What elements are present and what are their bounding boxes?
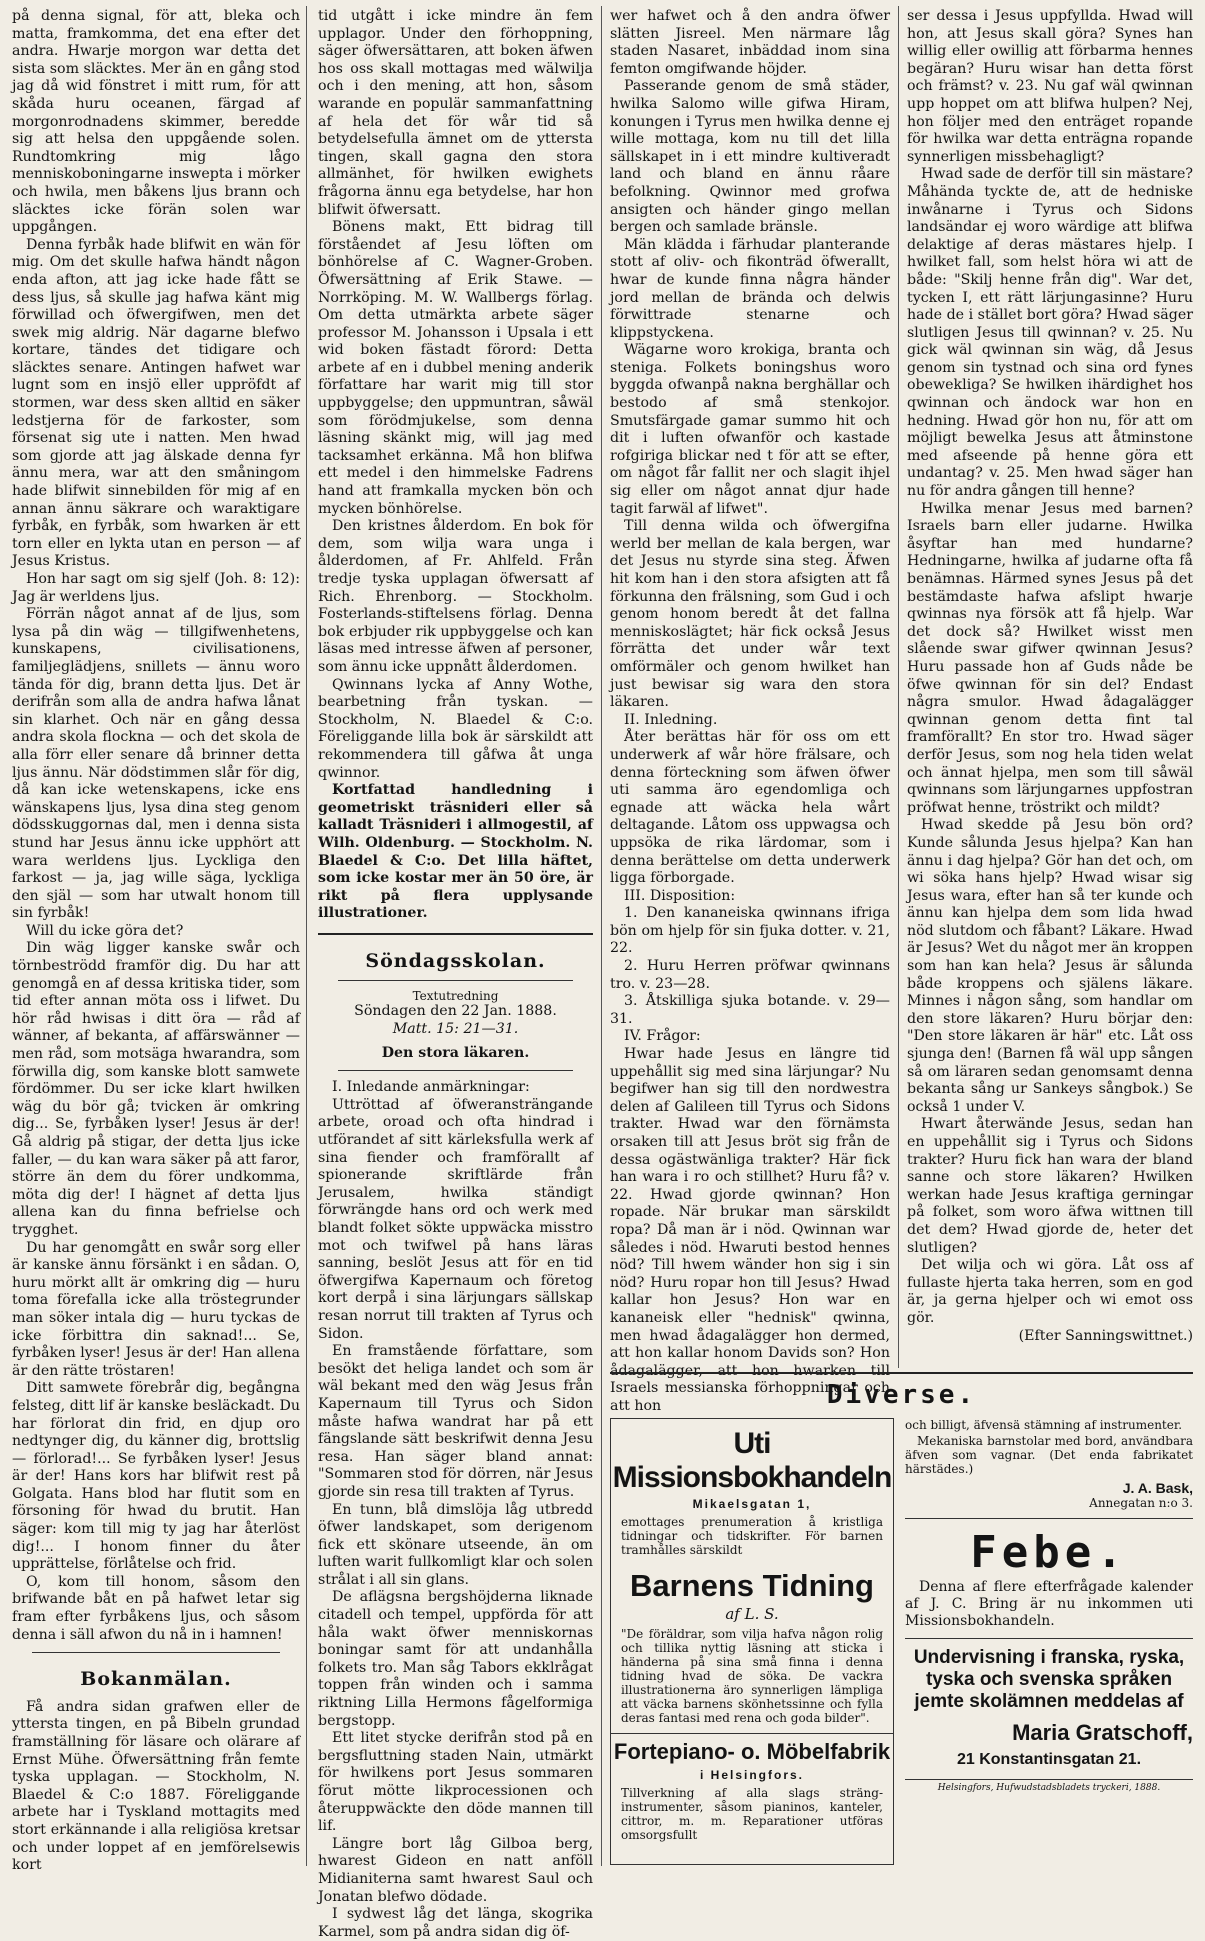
paragraph: Till denna wilda och öfwergifna werld ber mellan de kala bergen, war det Jesus nu styrde sina steg. Äfwen hit kom han i den stora afsigten att få förkunna den frälsning, som Gud i och genom honom beredt åt det fallna menniskoslägtet; här fick också Jesus förrätta det under wår text omförmäler och genom hwilket han just bewisar sig wara den stora läkaren. — [610, 518, 890, 711]
ad-seller-address: Annegatan n:o 3. — [1089, 1496, 1193, 1510]
section-label: III. Disposition: — [624, 887, 736, 904]
paragraph: tid utgått i icke mindre än fem upplagor. Under den förhoppning, säger öfwersättaren, att boken äfwen hos oss skall mottagas med wälwilja och i den mening, att hon, såsom warande en populär sammanfattning af hela det för wår tid så betydelsefulla ämnet om de yttersta tingen, skall gagna den stora allmänhet, för hwilken ewighets frågorna ännu ega betydelse, har hon blifwit öfwersatt. — [318, 8, 593, 218]
paragraph: wer hafwet och å den andra öfwer slätten Jisreel. Men närmare låg staden Nasaret, inbäddad inom sina femton omgifwande höjder. — [610, 8, 890, 77]
divider — [905, 1518, 1193, 1519]
divider — [905, 1638, 1193, 1639]
paragraph: Hwilka menar Jesus med barnen? Israels barn eller judarne. Hwilka åsyftar han med hundarne? Hedningarne, hwilka af judarne ofta få benämnas. Härmed synes Jesus på det bestämdaste hafwa afslipt hwarje qwinnas nya försök att få hjelp. War det dock så? Hwilket wisst men slående swar gifwer qwinnan Jesus? Huru passade hon af Guds nåde be öfwe qwinnan för sin del? Endast några smulor. Hwad ådagalägger qwinnan genom detta fint tal framförallt? En stor tro. Hwad säger derför Jesus, som nog hela tiden welat och ännat hjelpa, men som till såwäl qwinnans som lärjungarnes uppfostran pröfwat henne, tröstrikt och mildt? — [907, 500, 1193, 816]
paragraph: Kortfattad handledning i geometriskt träsnideri eller så kalladt Träsnideri i allmogestil, af Wilh. Oldenburg. — Stockholm. N. Blaedel & C:o. Det lilla häftet, som icke kostar mer än 50 öre, är rikt på flera upplysande illustrationer. — [318, 782, 593, 922]
paragraph: I sydwest låg det länga, skogrika Karmel, som på andra sidan dig öf- — [318, 1906, 593, 1940]
ad-seller: J. A. Bask, — [1122, 1480, 1193, 1496]
section-heading: Bokanmälan. — [80, 1668, 232, 1691]
ad-text: och billigt, äfvensä stämning af instrumenter. — [905, 1418, 1183, 1432]
ad-column-right — [905, 1418, 1193, 1863]
ad-text: emottages prenumeration å kristliga tidningar och tidskrifter. För barnen tramhålles särskildt — [621, 1515, 883, 1557]
paragraph: Will du icke göra det? — [26, 922, 184, 939]
ad-text: Tillverkning af alla slags sträng-instrumenter, såsom pianinos, kanteler, cittror, m. m. Reparationer utföras omsorgsfullt — [621, 1786, 883, 1842]
paragraph: De aflägsna bergshöjderna liknade citadell och tempel, uppförda för att håla wakt öfwer menniskornas boningar samt för att undanhålla folkets tro. Man såg Tabors ekklrågat toppen från winden och i samma riktning Lilla Hermons fågelformiga bergstopp. — [318, 1589, 593, 1729]
column-4 — [907, 8, 1193, 1363]
paragraph: Hwad skedde på Jesu bön ord? Kunde sålunda Jesus hjelpa? Kan han ännu i dag hjelpa? Gör han det och, om wi söka hans hjelp? Hwad wisar sig Jesus wara, efter han så ter kunde och ännu kan hjelpa dem som lida hwad nöd slutdom och fåbant? Läkare. Hwad är Jesus? Wet du något mer än kroppen som han kan hela? Jesus är sålunda både kroppens och själens läkare. Minnes i någon sång, som handlar om den store läkaren? Huru börjar den: "Den store läkaren är här" etc. Låt oss sjunga den! (Barnen få wäl upp sången så om läraren sedan genomsamt denna bekanta sång ur Sankeys sångbok.) Se också 1 under V. — [907, 817, 1193, 1115]
ad-text: Denna af flere efterfrågade kalender af J. C. Bring är nu inkommen uti Missionsbokhandeln. — [905, 1579, 1193, 1629]
section-heading: Söndagsskolan. — [365, 949, 546, 972]
paragraph: Det wilja och wi göra. Låt oss af fullaste hjerta taka herren, som en god är, ja gerna hjelper och wi emot oss gör. — [907, 1257, 1193, 1326]
ad-febe-title: Febe. — [970, 1527, 1128, 1578]
paragraph: Denna fyrbåk hade blifwit en wän för mig. Om det skulle hafwa händt någon enda afton, att jag icke hade fått se dess ljus, så skulle jag hafwa känt mig förwillad och öfwergifwen, men det swek mig aldrig. När dagarne blefwo kortare, tändes det tidigare och släcktes senare. Antingen hafwet war lugnt som en insjö eller uppröfdt af stormen, war dess sken alltid en säker ledstjerna för de farkoster, som försenat sig ute i natten. Men hwad som gjorde att jag älskade denna fyr ännu mera, war att den småningom hade blifwit sinnebilden för mig af en annan ännu säkrare och waraktigare fyrbåk, en fyrbåk, som hwarken är ett torn eller en lykta utan en person — af Jesus Kristus. — [12, 236, 300, 570]
list-item: 2. Huru Herren pröfwar qwinnans tro. v. 23—28. — [610, 958, 890, 992]
topic-title: Den stora läkaren. — [381, 1044, 530, 1061]
paragraph: Ditt samwete förebrår dig, begångna felsteg, ditt lif är kanske besläckadt. Du har förlorat din frid, en djup oro nedtynger dig, du känner dig, brottslig — förlorad!... Se fyrbåken lyser! Jesus är der! Hans kors har blifwit rest på Golgata. Hans blod har flutit som en försoning för hwad du brutit. Han säger: kom till mig ty jag har återlöst dig!... I honom finner du åter upprättelse, förlåtelse och frid. — [12, 1380, 300, 1573]
column-rule — [601, 6, 602, 1866]
paragraph: ser dessa i Jesus uppfyllda. Hwad will hon, att Jesus skall göra? Synes han willig eller owillig att förbarma hennes begäran? Huru wisar han detta först och främst? v. 23. Nu gaf wäl qwinnan upp hoppet om att blifwa hulpen? Nej, hon följer med den enträget ropande för hwilka war detta enträgna ropande synnerligen missbehagligt? — [907, 8, 1193, 165]
paragraph: Få andra sidan grafwen eller de yttersta tingen, en på Bibeln grundad framställning för läsare och olärare af Ernst Mühe. Öfwersättning från femte tyska upplagan. — Stockholm, N. Blaedel & C:o 1887. Föreliggande arbete har i Tyskland mottagits med stort erkännande i alla religiösa kretsar och under loppet af en jemförelsewis kort — [12, 1698, 300, 1874]
paragraph: Ett litet stycke derifrån stod på en bergsfluttning staden Nain, utmärkt för hwilkens port Jesus sommaren förut mötte likprocessionen och återuppwäckte den döde mannen till lif. — [318, 1730, 593, 1835]
paragraph: Den kristnes ålderdom. En bok för dem, som wilja wara unga i ålderdomen, af Fr. Ahlfeld. Från tredje tyska upplagan öfwersatt af Rich. Ehrenborg. — Stockholm. Fosterlands-stiftelsens förlag. Denna bok erbjuder rik uppbyggelse och kan läsas med intresse äfwen af personer, som ännu icke uppnått ålderdomen. — [318, 518, 593, 675]
date-line: Söndagen den 22 Jan. 1888. — [354, 1003, 557, 1020]
paragraph: Wägarne woro krokiga, branta och steniga. Folkets boningshus woro byggda ofwanpå nakna berghällar och bestodo af små stenkojor. Smutsfärgade gamar summo hit och dit i luften ofwanför och kastade rofgiriga blickar ned t för att se efter, om något får fallit ner och slagit ihjel sig eller om något annat djur hade tagit farwäl af lifwet". — [610, 342, 890, 517]
ad-teacher: Maria Gratschoff, — [1012, 1720, 1193, 1745]
subheading: Textutredning — [412, 989, 499, 1004]
paragraph: Åter berättas här för oss om ett underwerk af wår höre frälsare, och denna förteckning som äfwen öfwer uti samma äro egendomliga och egnade att wäcka hela wårt deltagande. Låtom oss uppwagsa och uppsöka de rika lärdomar, som i denna berättelse om detta underwerk ligga förborgade. — [610, 729, 890, 887]
divider — [338, 980, 573, 981]
ad-city: i Helsingfors. — [699, 1768, 804, 1782]
ad-title: Uti Missionsbokhandeln — [612, 1427, 892, 1494]
ad-missionsbokhandeln — [610, 1418, 894, 1865]
paragraph: Qwinnans lycka af Anny Wothe, bearbetning från tyskan. — Stockholm, N. Blaedel & C:o. Föreliggande lilla bok är särskildt att rekommendera till gåfwa åt unga qwinnor. — [318, 676, 593, 781]
paragraph: Uttröttad af öfweransträngande arbete, oroad och ofta hindrad i utförandet af sitt kärleksfulla werk af sina fiender och framförallt af spionerande skriftlärde från Jerusalem, hwilka ständigt förwrängde hans ord och werk med blandt folket sökte uppwäcka misstro mot och twifwel på hans läras sanning, beslöt Jesus att för en tid öfwergifwa Kapernaum och företog kort derpå i sina lärjungars sällskap resan norrut till trakten af Tyrus och Sidon. — [318, 1096, 593, 1342]
paragraph: Du har genomgått en swår sorg eller är kanske ännu försänkt i en sådan. O, huru mörkt allt är omkring dig — huru toma förefalla icke alla tröstegrunder man söker intala dig — huru tyckas de icke förbittra din saknad!... Se, fyrbåken lyser! Jesus är der! Han allena är den rätte tröstaren! — [12, 1239, 300, 1379]
column-3 — [610, 8, 890, 1414]
list-item: 1. Den kananeiska qwinnans ifriga bön om hjelp för sin fjuka dotter. v. 21, 22. — [610, 905, 890, 957]
divider — [318, 933, 593, 935]
paragraph: Hwar hade Jesus en längre tid uppehållit sig med sina lärjungar? Nu begifwer han sig till den nordwestra delen af Galileen till Tyrus och Sidons trakter. Hwad war den förnämsta orsaken till att Jesus bröt sig från de dessa ogästwänliga trakter? Här fick han wara i ro och stillhet? Huru få? v. 22. Hwad gjorde qwinnan? Hon ropade. När brukar man särskildt ropa? Då man är i nöd. Qwinnan war således i nöd. Hwaruti bestod hennes nöd? Till hwem wänder hon sig i sin nöd? Huru ropar hon till Jesus? Hwad kallar hon Jesus? Hon war en kananeisk eller "hednisk" qwinna, men hwad ådagalägger hon dermed, att hon kallar honom Davids son? Hon ådagalägger, att hon hwarken till Israels messianska förhoppningar och att hon — [610, 1046, 890, 1414]
divider — [905, 1779, 1193, 1780]
section-label: II. Inledning. — [624, 711, 718, 728]
divider — [611, 1733, 893, 1734]
ad-teaching: Undervisning i franska, ryska, tyska och svenska språken jemte skolämnen meddelas af — [913, 1647, 1185, 1712]
imprint: Helsingfors, Hufwudstadsbladets tryckeri, 1888. — [937, 1783, 1161, 1793]
ad-teacher-address: 21 Konstantinsgatan 21. — [956, 1751, 1142, 1768]
paragraph: på denna signal, för att, bleka och matta, framkomma, det ena efter det andra. Hwarje morgon war detta det sista som släcktes. Mer än en gång stod jag då wid fönstret i mitt rum, för att skåda huru oceanen, färgad af morgonrodnadens skimmer, beredde sig att helsa den uppgående solen. Rundtomkring mig lågo menniskoboningarne inswepta i mörker och hwila, men båkens ljus brann och släcktes icke förän solen war uppgången. — [12, 8, 301, 236]
divider — [32, 1652, 280, 1653]
paragraph: Hwad sade de derför till sin mästare? Måhända tyckte de, att de hedniske inwånarne i Tyrus och Sidons landsändar ej woro wärdige att blifwa delaktige af deras mästares hjelp. I hwilket fall, som helst höra wi att de både: "Skilj henne från dig". War det, tycken I, ett rätt lärjungasinne? Huru hade de i stället bort göra? Hwad säger slutligen Jesus till qwinnan? v. 25. Nu gick wäl qwinnan sin wäg, då Jesus genom sin tystnad och sina ord fynes obewekliga? Se hwilken ihärdighet hos qwinnan och ändock war hon en hedning. Hwad gör hon nu, för att om möjligt bewelka Jesus att åtminstone med afseende på henne göra ett undantag? v. 25. Men hwad säger han nu för andra gången till henne? — [907, 166, 1193, 500]
source-credit: (Efter Sanningswittnet.) — [1018, 1327, 1193, 1344]
paragraph: Förrän något annat af de ljus, som lysa på din wäg — tillgifwenhetens, kunskapens, civilisationens, familjeglädjens, snillets — ännu woro tända för dig, brann detta ljus. Det är derifrån som alla de andra hafwa lånat sin klarhet. Och när en gång dessa andra skola flockna — och det skola de alla förr eller senare då brinner detta ljus ännu. När dödstimmen slår för dig, då kan icke wetenskapens, icke ens wänskapens ljus, lysa dina steg genom dödsskuggornas dal, men i denna sista stund har Jesus ännu icke upphört att wara werldens ljus. Lyckliga den farkost — ja, jag wille säga, lyckliga den själ — som har utwalt honom till sin fyrbåk! — [12, 606, 300, 922]
bible-verse: Matt. 15: 21—31. — [392, 1021, 519, 1038]
divider — [610, 1372, 1193, 1374]
paragraph: Hwart återwände Jesus, sedan han en uppehållit sig i Tyrus och Sidons trakter? Huru fick han wara der bland sanne och store läkaren? Hwilken werkan hade Jesus kraftiga gerningar på folket, som woro äfwa wittnen till det dem? Hwad gjorde de, heter det slutligen? — [907, 1116, 1193, 1256]
paragraph: Passerande genom de små städer, hwilka Salomo wille gifwa Hiram, konungen i Tyrus men hwilka denne ej wille mottaga, kom nu till det lilla sällskapet in i ett mindre kultiveradt land och bland en ännu råare befolkning. Qwinnor med grofwa ansigten och händer gingo mellan bergen och samlade bränsle. — [610, 78, 890, 236]
divider — [338, 1070, 573, 1071]
ad-byline: af L. S. — [725, 1605, 779, 1623]
paragraph: Män klädda i färhudar planterande stott af oliv- och fikonträd öfwerallt, hwar de kunde finna några händer jord mellan de brända och delwis förwittrade stenarne och klippstyckena. — [610, 236, 890, 341]
ad-factory-title: Fortepiano- o. Möbelfabrik — [613, 1739, 891, 1764]
paragraph: Längre bort låg Gilboa berg, hwarest Gideon en natt anföll Midianiterna samt hwarest Saul och Jonatan blefwo dödade. — [318, 1835, 593, 1905]
paragraph: En tunn, blå dimslöja låg utbredd öfwer landskapet, som derigenom fick ett skönare utseende, än om luften warit fullkomligt klar och solen strålat i all sin glans. — [318, 1501, 593, 1588]
section-label: IV. Frågor: — [624, 1028, 701, 1045]
ad-text: Mekaniska barnstolar med bord, användbara äfven som vagnar. (Det enda fabrikatet härstädes.) — [905, 1434, 1193, 1476]
paragraph: O, kom till honom, såsom den brifwande båt en på hafwet letar sig fram efter fyrbåkens ljus, och såsom denna i säll afwon du nå in i hamnen! — [12, 1573, 300, 1643]
paragraph: Hon har sagt om sig sjelf (Joh. 8: 12): Jag är werldens ljus. — [12, 571, 300, 605]
column-rule — [898, 6, 899, 1368]
paragraph: Bönens makt, Ett bidrag till förståendet af Jesu löften om bönhörelse af C. Wagner-Groben. Öfwersättning af Erik Stawe. — Norrköping. M. W. Wallbergs förlag. Om detta utmärkta arbete säger professor M. Johansson i Upsala i ett wid boken fästadt förord: Detta arbete af en i dubbel mening anderik författare har warit mig till stor uppbyggelse; den uppmuntran, såwäl som förödmjukelse, som denna läsning skänkt mig, will jag med tacksamhet erkänna. Må hon blifwa ett medel i den himmelske Fadrens hand att framkalla mycken bön och mycken bönhörelse. — [318, 219, 593, 517]
paragraph: En framstående författare, som besökt det heliga landet och som är wäl bekant med den wäg Jesus från Kapernaum till Tyrus och Sidon måste hafwa wandrat har på ett fängslande sätt beskrifwit denna Jesu resa. Han säger bland annat: "Sommaren stod för dörren, när Jesus gjorde sin resa till trakten af Tyrus. — [318, 1343, 593, 1500]
column-2 — [318, 8, 593, 1940]
paragraph: Din wäg ligger kanske swår och törnbeströdd framför dig. Du har att genomgå en af dessa kritiska tider, som tid efter annan möta oss i lifwet. Du hör råd hwisas i ditt öra — råd af wänner, af bekanta, af affärswänner — men råd, som motsäga hwarandra, som förwilla dig, som kanske blott samwete fördömmer. Du ser icke klart hwilken wäg du bör gå; tvicken är omkring dig... Se, fyrbåken lyser! Jesus är der! Gå aldrig på stigar, der detta ljus icke faller, — du kan wara säker på att faror, större än dem du förer undkomma, möta dig der! I hägnet af detta ljus allena kan du finna befrielse och trygghet. — [12, 940, 300, 1238]
column-rule — [306, 6, 307, 1866]
ad-address: Mikaelsgatan 1, — [692, 1497, 812, 1511]
column-1 — [12, 8, 301, 1874]
ad-paper-title: Barnens Tidning — [629, 1568, 874, 1603]
section-label: I. Inledande anmärkningar: — [332, 1079, 530, 1096]
section-heading: Diverse. — [826, 1380, 977, 1410]
list-item: 3. Åtskilliga sjuka botande. v. 29—31. — [610, 993, 890, 1027]
ad-quote: "De föräldrar, som vilja hafva någon rolig och tillika nyttig läsning att sticka i händerna på sina små finna i denna tidning hvad de söka. De vackra illustrationerna äro synnerligen lämpliga att väcka barnens skönhetssinne och fylla deras fantasi med rena och goda bilder". — [621, 1627, 883, 1725]
